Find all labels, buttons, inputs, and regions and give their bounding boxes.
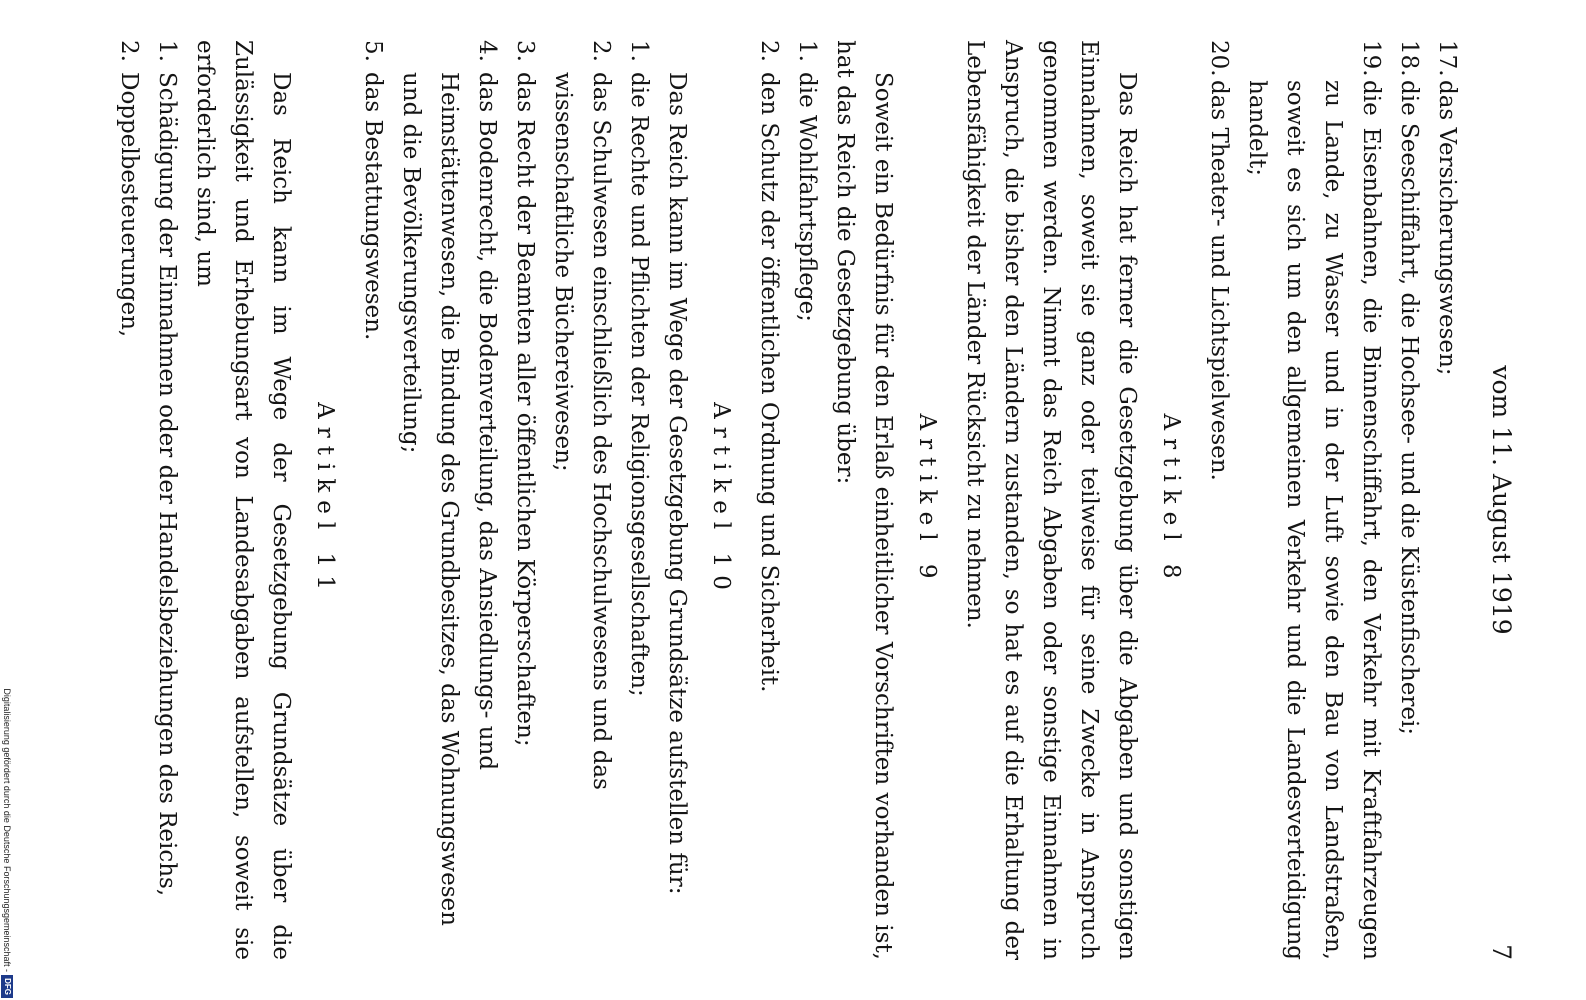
item-number: 2.	[588, 40, 614, 62]
list-item	[1200, 40, 1238, 960]
item-number: 1.	[154, 40, 180, 62]
item-text: die Wohlfahrtspflege;	[794, 72, 820, 322]
item-text: die Seeschiffahrt, die Hochsee- und die Küstenfischerei;	[1396, 80, 1422, 736]
article-text: Das Reich hat ferner die Gesetzgebung über die Abgaben und sonstigen Einnahmen, soweit sie ganz oder teilweise für seine Zwecke in Anspruch genommen werden. Nimmt das Reich Abgaben oder sonstige Einnahmen in Anspruch, die bisher den Ländern zustanden, so hat es auf die Erhaltung der Lebensfähigkeit der Länder Rücksicht zu nehmen.	[962, 40, 1140, 960]
article-text: Das Reich kann im Wege der Gesetzgebung Grundsätze aufstellen für:	[664, 72, 690, 895]
item-text: das Versicherungswesen;	[1434, 80, 1460, 376]
page-number: 7	[1487, 944, 1516, 960]
item-number: 3.	[512, 40, 538, 62]
list-item	[148, 40, 186, 960]
item-text: das Recht der Beamten aller öffentlichen Körperschaften;	[512, 72, 538, 747]
header-date: vom 11. August 1919	[1487, 365, 1516, 635]
list-item	[1238, 40, 1390, 960]
digitization-credit	[0, 0, 14, 1000]
item-text: Schädigung der Einnahmen oder der Handelsbeziehungen des Reichs,	[154, 72, 180, 897]
item-number: 5.	[360, 40, 386, 62]
item-text: das Schulwesen einschließlich des Hochschulwesens und das wissenschaftliche Büchereiwesen;	[550, 72, 614, 790]
dfg-logo: DFG	[1, 975, 13, 998]
document-page	[30, 40, 1520, 960]
article-10	[354, 40, 740, 960]
item-text: das Bodenrecht, die Bodenverteilung, das Ansiedlungs- und Heimstättenwesen, die Bindung des Grundbesitzes, das Wohnungswesen und die Bevölkerungsverteilung;	[398, 72, 500, 926]
article-heading: Artikel 8	[1158, 413, 1184, 587]
item-number: 4.	[474, 40, 500, 62]
article-11	[110, 40, 344, 960]
item-number: 17.	[1434, 40, 1460, 77]
list-item	[1390, 40, 1428, 960]
item-text: den Schutz der öffentlichen Ordnung und Sicherheit.	[756, 72, 782, 693]
item-text: das Bestattungswesen.	[360, 72, 386, 341]
item-number: 2.	[116, 40, 142, 62]
item-number: 1.	[626, 40, 652, 62]
article-heading: Artikel 11	[312, 402, 338, 598]
item-number: 20.	[1206, 40, 1232, 77]
list-item	[788, 40, 826, 960]
article-8	[956, 40, 1190, 960]
page-header	[1472, 40, 1520, 960]
item-text: die Rechte und Pflichten der Religionsgesellschaften;	[626, 72, 652, 697]
item-text: die Eisenbahnen, die Binnenschiffahrt, den Verkehr mit Kraftfahrzeugen zu Lande, zu Wasser und in der Luft sowie den Bau von Landstraßen, soweit es sich um den allgemeinen Verkehr und die Landesverteidigung handelt;	[1244, 80, 1384, 960]
item-number: 2.	[756, 40, 782, 62]
item-number: 18.	[1396, 40, 1422, 77]
article-heading: Artikel 10	[708, 402, 734, 598]
item-number: 19.	[1358, 40, 1384, 77]
list-item	[544, 40, 620, 960]
list-item	[1428, 40, 1466, 960]
list-item	[354, 40, 392, 960]
article-9	[750, 40, 946, 960]
article-text: Soweit ein Bedürfnis für den Erlaß einheitlicher Vorschriften vorhanden ist, hat das Reich die Gesetzgebung über:	[832, 40, 896, 960]
list-top	[1200, 40, 1466, 960]
item-text: Doppelbesteuerungen,	[116, 72, 142, 338]
credit-text: Digitalisierung gefördert durch die Deutsche Forschungsgemeinschaft -	[2, 688, 12, 972]
article-heading: Artikel 9	[914, 413, 940, 587]
list-item	[110, 40, 148, 960]
list-item	[506, 40, 544, 960]
list-item	[392, 40, 506, 960]
list-item	[750, 40, 788, 960]
item-number: 1.	[794, 40, 820, 62]
list-item	[620, 40, 658, 960]
article-text: Das Reich kann im Wege der Gesetzgebung Grundsätze über die Zulässigkeit und Erhebungsart von Landesabgaben aufstellen, soweit sie erforderlich sind, um	[192, 40, 294, 960]
item-text: das Theater- und Lichtspielwesen.	[1206, 80, 1232, 481]
